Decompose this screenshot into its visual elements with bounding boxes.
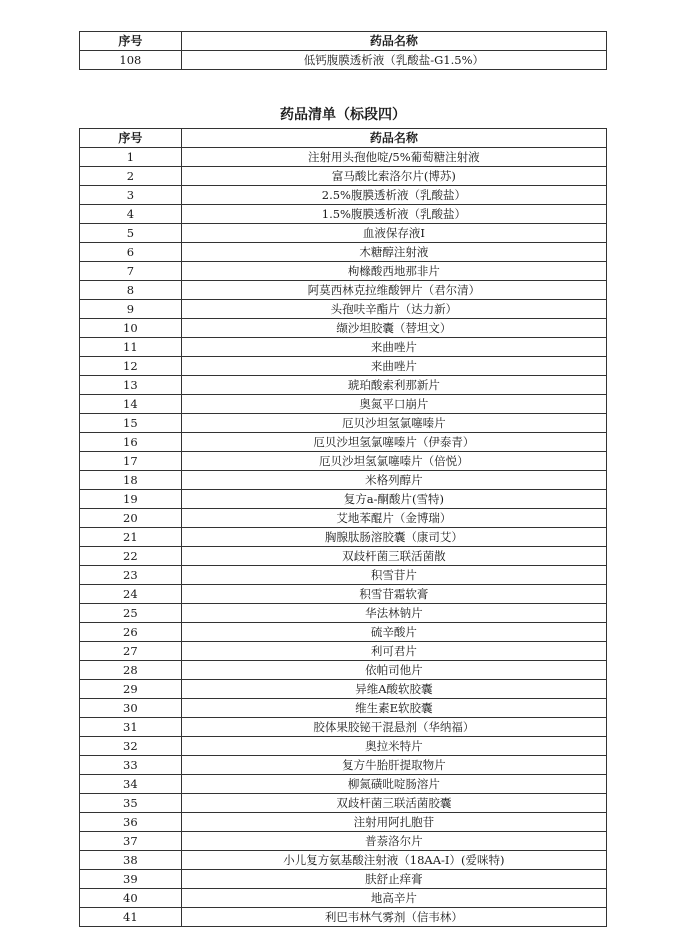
row-index: 37 (80, 832, 182, 851)
table-row (80, 281, 607, 300)
table-row (80, 813, 607, 832)
table-row (80, 566, 607, 585)
table-row (80, 186, 607, 205)
row-drug-name: 米格列醇片 (181, 471, 606, 490)
table-row (80, 794, 607, 813)
row-index: 10 (80, 319, 182, 338)
drug-table-continued (79, 31, 607, 70)
table-row (80, 224, 607, 243)
row-drug-name: 复方a-酮酸片(雪特) (181, 490, 606, 509)
row-drug-name: 利巴韦林气雾剂（信韦林） (181, 908, 606, 927)
row-index: 30 (80, 699, 182, 718)
table-row (80, 585, 607, 604)
row-index: 12 (80, 357, 182, 376)
row-index: 5 (80, 224, 182, 243)
row-drug-name: 低钙腹膜透析液（乳酸盐-G1.5%） (181, 51, 606, 70)
table-row (80, 623, 607, 642)
table-row (80, 205, 607, 224)
row-drug-name: 双歧杆菌三联活菌散 (181, 547, 606, 566)
row-drug-name: 普萘洛尔片 (181, 832, 606, 851)
table-row (80, 775, 607, 794)
row-drug-name: 注射用阿扎胞苷 (181, 813, 606, 832)
table-row (80, 699, 607, 718)
row-drug-name: 硫辛酸片 (181, 623, 606, 642)
table-row (80, 680, 607, 699)
table-row (80, 490, 607, 509)
row-drug-name: 2.5%腹膜透析液（乳酸盐） (181, 186, 606, 205)
drug-table-lot-4 (79, 128, 607, 927)
section-title: 药品清单（标段四） (280, 107, 406, 123)
row-drug-name: 依帕司他片 (181, 661, 606, 680)
table-row (80, 642, 607, 661)
row-index: 6 (80, 243, 182, 262)
row-drug-name: 头孢呋辛酯片（达力新） (181, 300, 606, 319)
row-index: 4 (80, 205, 182, 224)
row-index: 2 (80, 167, 182, 186)
row-index: 24 (80, 585, 182, 604)
row-index: 40 (80, 889, 182, 908)
row-drug-name: 柳氮磺吡啶肠溶片 (181, 775, 606, 794)
row-index: 13 (80, 376, 182, 395)
row-index: 11 (80, 338, 182, 357)
row-index: 22 (80, 547, 182, 566)
table-row (80, 262, 607, 281)
row-drug-name: 维生素E软胶囊 (181, 699, 606, 718)
table-row (80, 851, 607, 870)
row-drug-name: 1.5%腹膜透析液（乳酸盐） (181, 205, 606, 224)
row-drug-name: 复方牛胎肝提取物片 (181, 756, 606, 775)
table-row (80, 414, 607, 433)
header-index: 序号 (80, 32, 182, 51)
table-row (80, 376, 607, 395)
row-drug-name: 奥氮平口崩片 (181, 395, 606, 414)
row-drug-name: 奥拉米特片 (181, 737, 606, 756)
row-drug-name: 琥珀酸索利那新片 (181, 376, 606, 395)
row-drug-name: 厄贝沙坦氢氯噻嗪片（倍悦） (181, 452, 606, 471)
row-index: 17 (80, 452, 182, 471)
table-row (80, 300, 607, 319)
row-index: 34 (80, 775, 182, 794)
table-row (80, 433, 607, 452)
row-drug-name: 胶体果胶铋干混悬剂（华纳福） (181, 718, 606, 737)
row-index: 1 (80, 148, 182, 167)
row-drug-name: 积雪苷片 (181, 566, 606, 585)
row-drug-name: 来曲唑片 (181, 338, 606, 357)
row-index: 14 (80, 395, 182, 414)
row-index: 41 (80, 908, 182, 927)
table-row (80, 471, 607, 490)
row-drug-name: 阿莫西林克拉维酸钾片（君尔清） (181, 281, 606, 300)
row-drug-name: 缬沙坦胶囊（替坦文） (181, 319, 606, 338)
table-row (80, 604, 607, 623)
table-row (80, 547, 607, 566)
table-row (80, 452, 607, 471)
table-row (80, 357, 607, 376)
table-row (80, 528, 607, 547)
row-index: 27 (80, 642, 182, 661)
table-row (80, 718, 607, 737)
row-index: 23 (80, 566, 182, 585)
row-index: 3 (80, 186, 182, 205)
table-row (80, 319, 607, 338)
row-index: 38 (80, 851, 182, 870)
row-index: 19 (80, 490, 182, 509)
row-drug-name: 木糖醇注射液 (181, 243, 606, 262)
table-row (80, 395, 607, 414)
table-row (80, 661, 607, 680)
header-index: 序号 (80, 129, 182, 148)
table-header-row (80, 32, 607, 51)
row-index: 9 (80, 300, 182, 319)
row-index: 36 (80, 813, 182, 832)
row-drug-name: 胸腺肽肠溶胶囊（康司艾） (181, 528, 606, 547)
row-index: 28 (80, 661, 182, 680)
table-row (80, 51, 607, 70)
row-index: 20 (80, 509, 182, 528)
table-row (80, 509, 607, 528)
row-index: 25 (80, 604, 182, 623)
row-index: 35 (80, 794, 182, 813)
table-row (80, 737, 607, 756)
row-index: 108 (80, 51, 182, 70)
row-drug-name: 厄贝沙坦氢氯噻嗪片 (181, 414, 606, 433)
table-row (80, 908, 607, 927)
row-index: 39 (80, 870, 182, 889)
row-index: 31 (80, 718, 182, 737)
row-drug-name: 小儿复方氨基酸注射液（18AA-I）(爱咪特) (181, 851, 606, 870)
row-index: 29 (80, 680, 182, 699)
table-row (80, 832, 607, 851)
table-row (80, 756, 607, 775)
header-drug-name: 药品名称 (181, 129, 606, 148)
row-drug-name: 血液保存液I (181, 224, 606, 243)
row-index: 8 (80, 281, 182, 300)
table-row (80, 243, 607, 262)
table-row (80, 148, 607, 167)
row-drug-name: 富马酸比索洛尔片(博苏) (181, 167, 606, 186)
table-row (80, 870, 607, 889)
row-index: 26 (80, 623, 182, 642)
row-drug-name: 华法林钠片 (181, 604, 606, 623)
row-index: 16 (80, 433, 182, 452)
table-row (80, 167, 607, 186)
table-row (80, 889, 607, 908)
header-drug-name: 药品名称 (181, 32, 606, 51)
row-index: 21 (80, 528, 182, 547)
row-drug-name: 异维A酸软胶囊 (181, 680, 606, 699)
row-drug-name: 厄贝沙坦氢氯噻嗪片（伊泰青） (181, 433, 606, 452)
row-drug-name: 地高辛片 (181, 889, 606, 908)
row-index: 15 (80, 414, 182, 433)
row-drug-name: 积雪苷霜软膏 (181, 585, 606, 604)
table-row (80, 338, 607, 357)
row-index: 33 (80, 756, 182, 775)
row-drug-name: 双歧杆菌三联活菌胶囊 (181, 794, 606, 813)
row-drug-name: 注射用头孢他啶/5%葡萄糖注射液 (181, 148, 606, 167)
row-drug-name: 来曲唑片 (181, 357, 606, 376)
row-index: 7 (80, 262, 182, 281)
row-drug-name: 利可君片 (181, 642, 606, 661)
table-header-row (80, 129, 607, 148)
row-drug-name: 肤舒止痒膏 (181, 870, 606, 889)
row-index: 32 (80, 737, 182, 756)
row-index: 18 (80, 471, 182, 490)
row-drug-name: 枸橼酸西地那非片 (181, 262, 606, 281)
row-drug-name: 艾地苯醌片（金博瑞） (181, 509, 606, 528)
